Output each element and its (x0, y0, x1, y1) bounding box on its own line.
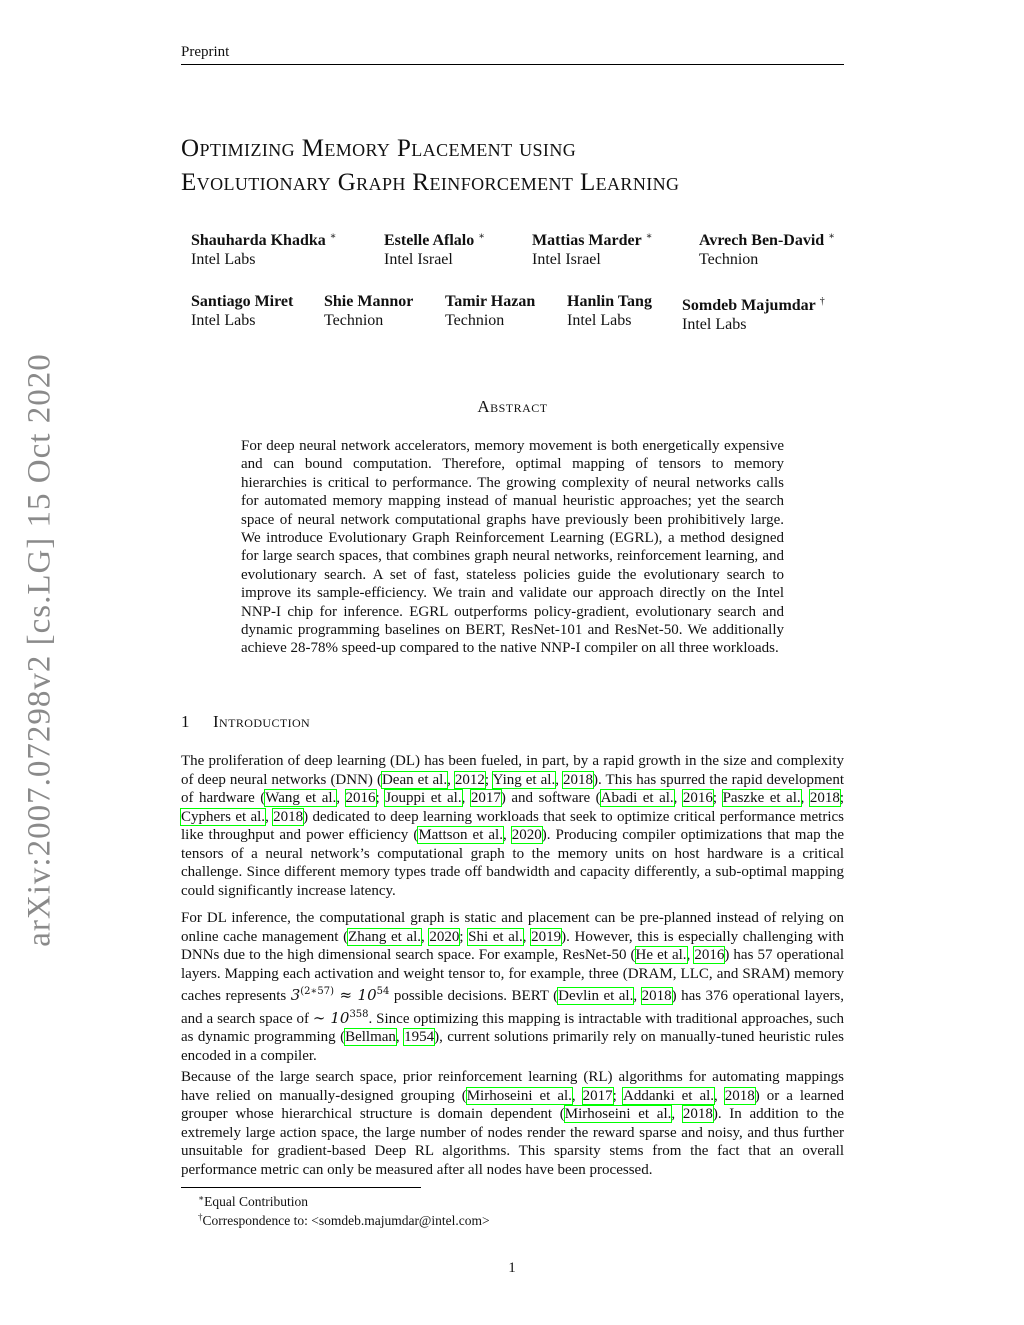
text-run: For DL inference, the computational graph is static and placement can be pre-planned instead of relying on online cache management ( (181, 910, 844, 945)
author-name: Tamir Hazan (445, 293, 536, 310)
author-affiliation: Technion (699, 250, 759, 268)
footnote-1 (198, 1190, 308, 1210)
text-run: ) or a learned grouper whose hierarchical structure is domain dependent ( (181, 1087, 845, 1122)
footnote-divider (181, 1187, 421, 1188)
author-affiliation: Intel Labs (191, 250, 256, 268)
author-block (699, 228, 835, 269)
author-block (191, 228, 337, 269)
citation-link[interactable]: Mirhoseini et al. (466, 1087, 572, 1104)
author-block (532, 228, 653, 269)
citation-link[interactable]: Devlin et al. (558, 988, 634, 1004)
citation-link[interactable]: 2017 (470, 790, 501, 806)
citation-link[interactable]: Mirhoseini et al. (564, 1106, 672, 1122)
paper-title (181, 132, 881, 200)
text-run: ). In addition to the extremely large action space, the large number of nodes render the reward sparse and noisy, and thus further unsuitable for gradient-based Deep RL algorithms. This sparsity stems from the fact that an overall performance metric can only be measured after all nodes have been processed. (181, 1106, 845, 1178)
running-header: Preprint (181, 44, 844, 65)
citation-link[interactable]: Cyphers et al. (181, 808, 266, 825)
citation-link[interactable]: He et al. (635, 947, 687, 963)
author-mark: † (819, 296, 825, 307)
citation-link[interactable]: 2016 (682, 790, 713, 806)
text-run: The proliferation of deep learning (DL) has been fueled, in part, by a rapid growth in the size and complexity of deep neural networks (DNN) ( (181, 753, 844, 788)
footnote-text: Equal Contribution (204, 1194, 308, 1209)
text-run: . Since optimizing this mapping is intractable with traditional approaches, such as dynamic programming ( (181, 1010, 844, 1045)
author-name: Mattias Marder (532, 232, 642, 249)
author-mark: ∗ (645, 231, 653, 242)
citation-link[interactable]: 1954 (404, 1029, 435, 1045)
paragraph-intro-3: Because of the large search space, prior reinforcement learning (RL) algorithms for automating mappings have relied on manually-designed grouping (Mirhoseini et al., 2017; Addanki et al., 2018) or a learned grouper whose hierarchical structure is domain dependent (Mirhoseini et al., 2018). In addition to the extremely large action space, the large number of nodes render the reward sparse and noisy, and thus further unsuitable for gradient-based Deep RL algorithms. This sparsity stems from the fact that an overall performance metric can only be measured after all nodes have been processed. (181, 1069, 845, 1178)
section-heading (181, 712, 310, 732)
math-expression (291, 986, 390, 1004)
citation-link[interactable]: 2019 (531, 928, 562, 945)
author-affiliation: Technion (445, 311, 505, 329)
author-block (191, 293, 293, 330)
math-exponent: 54 (376, 986, 390, 997)
math-base: ∼ 10 (312, 1008, 350, 1027)
citation-link[interactable]: 2017 (582, 1087, 613, 1104)
author-affiliation: Intel Israel (532, 250, 601, 268)
author-affiliation: Technion (324, 311, 384, 329)
math-base: 3 (290, 986, 301, 1004)
citation-link[interactable]: 2020 (511, 827, 542, 843)
author-affiliation: Intel Labs (567, 311, 632, 329)
author-name: Somdeb Majumdar (682, 297, 816, 314)
author-name: Avrech Ben-David (699, 232, 825, 249)
math-exponent: 358 (349, 1008, 369, 1020)
page-number: 1 (508, 1260, 516, 1276)
section-title: Introduction (213, 712, 311, 731)
citation-link[interactable]: Wang et al. (265, 790, 337, 806)
text-run: possible decisions. BERT ( (389, 988, 559, 1004)
author-affiliation: Intel Labs (191, 311, 256, 329)
author-affiliation: Intel Israel (384, 250, 453, 268)
author-name: Estelle Aflalo (384, 232, 475, 249)
author-block (682, 293, 825, 334)
arxiv-stamp-text: arXiv:2007.07298v2 [cs.LG] 15 Oct 2020 (21, 353, 58, 947)
citation-link[interactable]: 2018 (273, 808, 304, 825)
citation-link[interactable]: 2020 (429, 928, 460, 945)
title-line-2: Evolutionary Graph Reinforcement Learning (181, 169, 680, 196)
text-run: ) and software ( (500, 790, 601, 806)
citation-link[interactable]: 2016 (694, 947, 725, 963)
footnote-text: Correspondence to: <somdeb.majumdar@intel.com> (202, 1213, 490, 1228)
author-name: Shie Mannor (324, 293, 414, 310)
citation-link[interactable]: Zhang et al. (348, 928, 422, 945)
arxiv-stamp (10, 353, 70, 947)
author-name: Shauharda Khadka (191, 232, 326, 249)
author-mark: ∗ (329, 231, 337, 242)
citation-link[interactable]: 2018 (563, 771, 594, 788)
author-affiliation: Intel Labs (682, 315, 747, 333)
text-run: Because of the large search space, prior reinforcement learning (RL) algorithms for automating mappings have relied on manually-designed grouping ( (181, 1069, 844, 1104)
math-base: ≈ 10 (333, 986, 377, 1004)
paragraph-intro-2: For DL inference, the computational graph is static and placement can be pre-planned instead of relying on online cache management (Zhang et al., 2020; Shi et al., 2019). However, this is especially challenging with DNNs due to the high dimensional search space. For example, ResNet-50 (He et al., 2016) has 57 operational layers. Mapping each activation and weight tensor to, for example, three (DRAM, LLC, and SRAM) memory caches represents $3^{(2∗57)} \approx 10^{54}$ possible decisions. BERT (Devlin et al., 2018) has 376 operational layers, and a search space of ∼ $10^{358}$. Since optimizing this mapping is intractable with traditional approaches, such as dynamic programming (Bellman, 1954), current solutions primarily rely on manually-tuned heuristic rules encoded in a compiler. (181, 910, 845, 1064)
citation-link[interactable]: 2012 (454, 771, 485, 788)
text-run: ). Producing compiler optimizations that map the tensors of a neural network’s computational graph to the memory units on host hardware is a critical challenge. Since different memory types trade off bandwidth and capacity differently, a sub-optimal mapping could significantly increase latency. (181, 827, 844, 899)
author-block (384, 228, 485, 269)
author-mark: ∗ (828, 231, 835, 242)
paragraph-intro-1: The proliferation of deep learning (DL) has been fueled, in part, by a rapid growth in the size and complexity of deep neural networks (DNN) (Dean et al., 2012; Ying et al., 2018). This has spurred the rapid development of hardware (Wang et al., 2016; Jouppi et al., 2017) and software (Abadi et al., 2016; Paszke et al., 2018; Cyphers et al., 2018) dedicated to deep learning workloads that seek to optimize critical performance metrics like throughput and power efficiency (Mattson et al., 2020). Producing compiler optimizations that map the tensors of a neural network’s computational graph to the memory units on host hardware is a critical challenge. Since different memory types trade off bandwidth and capacity differently, a sub-optimal mapping could significantly increase latency. (181, 753, 845, 899)
math-expression (313, 1009, 369, 1027)
citation-link[interactable]: 2018 (682, 1106, 713, 1122)
citation-link[interactable]: Abadi et al. (600, 790, 674, 806)
text-run: ). However, this is especially challenging with DNNs due to the high dimensional search space. For example, ResNet-50 ( (181, 928, 844, 963)
citation-link[interactable]: 2016 (345, 790, 376, 806)
citation-link[interactable]: Paszke et al. (722, 790, 801, 806)
footnote-mark: ∗ (198, 1193, 205, 1203)
abstract-text: For deep neural network accelerators, memory movement is both energetically expensive and can bound computation. Therefore, optimal mapping of tensors to memory hierarchies is critical to performance. The growing complexity of neural networks calls for automated memory mapping instead of manual heuristic approaches; yet the search space of neural network computational graphs have previously been prohibitively large. We introduce Evolutionary Graph Reinforcement Learning (EGRL), a method designed for large search spaces, that combines graph neural networks, reinforcement learning, and evolutionary search. A set of fast, stateless policies guide the evolutionary search to improve its sample-efficiency. We train and validate our approach directly on the Intel NNP-I chip for inference. EGRL outperforms policy-gradient, evolutionary search and dynamic programming baselines on BERT, ResNet-101 and ResNet-50. We additionally achieve 28-78% speed-up compared to the native NNP-I compiler on all three workloads. (241, 438, 784, 657)
author-name: Hanlin Tang (567, 293, 652, 310)
citation-link[interactable]: Ying et al. (492, 771, 556, 788)
title-line-1: Optimizing Memory Placement using (181, 135, 577, 162)
text-run: ). This has spurred the rapid development of hardware ( (181, 771, 844, 806)
author-mark: ∗ (478, 231, 486, 242)
citation-link[interactable]: 2018 (641, 988, 672, 1004)
citation-link[interactable]: Jouppi et al. (385, 790, 462, 806)
citation-link[interactable]: Addanki et al. (622, 1087, 715, 1104)
citation-link[interactable]: Dean et al. (381, 771, 448, 788)
author-block (445, 293, 535, 330)
citation-link[interactable]: 2018 (809, 790, 840, 806)
author-block (567, 293, 652, 330)
math-exponent: (2∗57) (300, 986, 334, 997)
text-run: ) has 376 operational layers, and a search space of (181, 988, 845, 1027)
text-run: ) has 57 operational layers. Mapping each activation and weight tensor to, for example, three (DRAM, LLC, and SRAM) memory caches represents (181, 947, 845, 1004)
footnote-2 (198, 1209, 490, 1229)
section-number: 1 (181, 712, 190, 731)
author-block (324, 293, 413, 330)
text-run: ), current solutions primarily rely on manually-tuned heuristic rules encoded in a compiler. (181, 1029, 845, 1064)
citation-link[interactable]: Bellman (345, 1029, 396, 1045)
citation-link[interactable]: Mattson et al. (418, 827, 503, 843)
abstract-heading: Abstract (477, 397, 548, 416)
citation-link[interactable]: Shi et al. (468, 928, 523, 945)
author-name: Santiago Miret (191, 293, 294, 310)
footnote-mark: † (198, 1212, 203, 1222)
citation-link[interactable]: 2018 (724, 1087, 755, 1104)
text-run: ) dedicated to deep learning workloads that seek to optimize critical performance metrics like throughput and power efficiency ( (181, 808, 845, 843)
